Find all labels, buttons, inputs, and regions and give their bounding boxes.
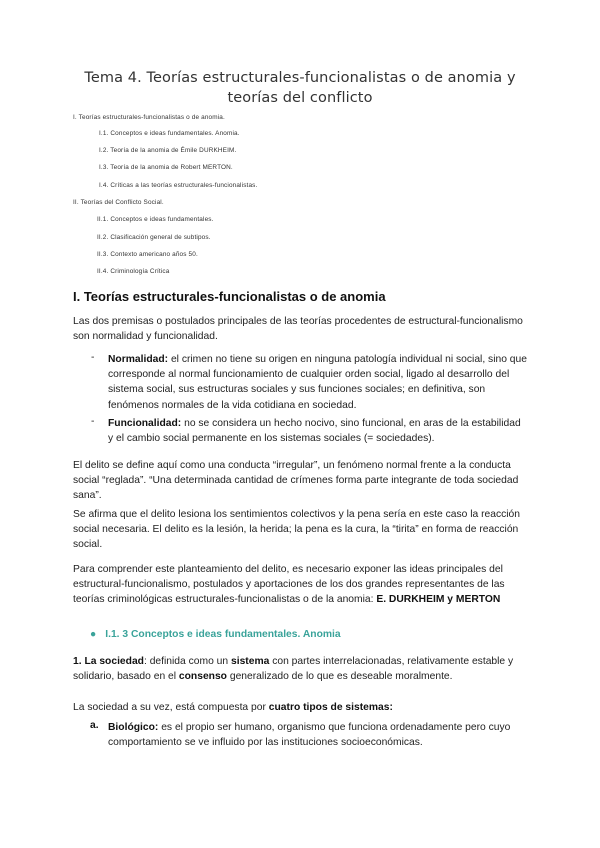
bullet-body: el crimen no tiene su origen en ninguna patología individual ni social, sino que corresponde al normal funcionamiento de cualquier orden social, ligado al desarrollo del sistema social, sus estructuras sociales y sus funciones sociales; en definitiva, son fenómenos normales de la vida cotidiana en sociedad. xyxy=(108,354,527,411)
bullet-dash: - xyxy=(91,416,95,427)
toc-item[interactable]: II.4. Criminología Crítica xyxy=(97,268,170,275)
term-consenso: consenso xyxy=(178,671,227,683)
cuatro-tipos: cuatro tipos de sistemas: xyxy=(268,702,393,713)
toc-item[interactable]: II. Teorías del Conflicto Social. xyxy=(73,199,164,206)
paragraph-sociedad xyxy=(73,654,529,684)
paragraph-delito: El delito se define aquí como una conducta “irregular”, un fenómeno normal frente a la conducta social “reglada”. “Una determinada cantidad de crímenes forma parte integrante de toda sociedad sana”. xyxy=(73,460,519,502)
bullet-body: no se considera un hecho nocivo, sino funcional, en aras de la estabilidad y el cambio social permanente en los sistemas sociales (= sociedades). xyxy=(108,418,521,445)
paragraph-comprender xyxy=(73,562,529,608)
bullet-dot-icon: ● xyxy=(90,629,97,640)
text-run: con partes interrelacionadas, relativamente estable y solidario, basado en el xyxy=(73,656,514,683)
text-run: generalizado de lo que es deseable moralmente. xyxy=(226,671,453,683)
intro-paragraph: Las dos premisas o postulados principales de las teorías procedentes de estructural-funcionalismo son normalidad y funcionalidad. xyxy=(73,316,523,343)
section-heading: I. Teorías estructurales-funcionalistas o de anomia xyxy=(73,289,386,304)
paragraph-compuesta xyxy=(73,700,529,715)
paragraph-text: Para comprender este planteamiento del delito, es necesario exponer las ideas principales del estructural-funcionalismo, postulados y aportaciones de los dos grandes representantes de las teorías criminológicas estructurales-funcionalistas o de la anomia: xyxy=(73,564,505,606)
authors-names: E. DURKHEIM y MERTON xyxy=(376,594,501,606)
bullet-dash: - xyxy=(91,352,95,363)
toc-item[interactable]: II.2. Clasificación general de subtipos. xyxy=(97,234,211,241)
text-run: La sociedad a su vez, está compuesta por xyxy=(73,702,269,713)
toc-item[interactable]: I.2. Teoría de la anomia de Émile DURKHEIM. xyxy=(99,147,237,154)
toc-item[interactable]: I.4. Críticas a las teorías estructurales-funcionalistas. xyxy=(99,182,258,189)
document-title xyxy=(60,68,540,108)
toc-item[interactable]: II.3. Contexto americano años 50. xyxy=(97,251,198,258)
title-line-2: teorías del conflicto xyxy=(227,90,373,106)
bullet-term: Funcionalidad: xyxy=(108,418,182,429)
subsection-heading[interactable] xyxy=(90,629,341,640)
toc-item[interactable]: I.3. Teoría de la anomia de Robert MERTON. xyxy=(99,164,233,171)
subsection-title: I.1. 3 Conceptos e ideas fundamentales. Anomia xyxy=(105,629,341,640)
sociedad-label: 1. La sociedad xyxy=(73,656,144,667)
list-label-a: a. xyxy=(90,720,99,731)
list-item-biologico xyxy=(108,720,528,750)
term-biologico: Biológico: xyxy=(108,722,159,733)
bullet-normalidad xyxy=(108,352,528,413)
text-run: : definida como un xyxy=(143,656,231,667)
toc-item[interactable]: I.1. Conceptos e ideas fundamentales. Anomia. xyxy=(99,130,240,137)
paragraph-afirma: Se afirma que el delito lesiona los sentimientos colectivos y la pena sería en este caso la reacción social necesaria. El delito es la lesión, la herida; la pena es la cura, la “tirita” en forma de reacción social. xyxy=(73,509,521,551)
toc-item[interactable]: II.1. Conceptos e ideas fundamentales. xyxy=(97,216,214,223)
list-item-body: es el propio ser humano, organismo que funciona ordenadamente pero cuyo comportamiento se ve influido por las instituciones socioeconómicas. xyxy=(108,722,511,749)
bullet-funcionalidad xyxy=(108,416,528,446)
toc-item[interactable]: I. Teorías estructurales-funcionalistas o de anomia. xyxy=(73,114,225,121)
bullet-term: Normalidad: xyxy=(108,354,169,365)
term-sistema: sistema xyxy=(230,656,270,667)
title-line-1: Tema 4. Teorías estructurales-funcionalistas o de anomia y xyxy=(84,70,516,86)
